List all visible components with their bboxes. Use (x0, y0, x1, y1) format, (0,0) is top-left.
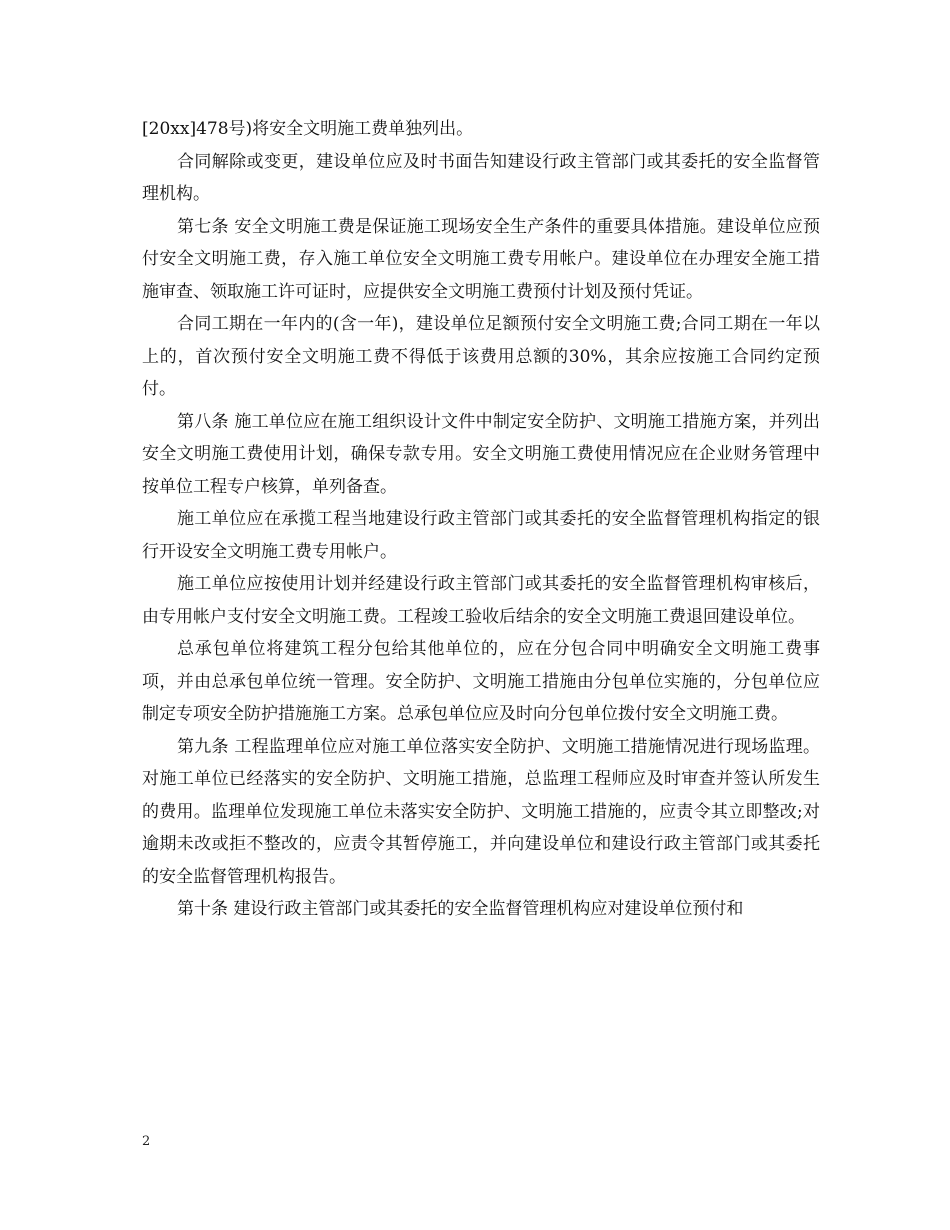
paragraph-4: 合同工期在一年内的(含一年)，建设单位足额预付安全文明施工费;合同工期在一年以上的，首次预付安全文明施工费不得低于该费用总额的30%，其余应按施工合同约定预付。 (142, 314, 820, 399)
document-body (142, 113, 820, 926)
paragraph-6: 施工单位应在承揽工程当地建设行政主管部门或其委托的安全监督管理机构指定的银行开设安全文明施工费专用帐户。 (142, 509, 820, 562)
paragraph-article-8: 第八条 施工单位应在施工组织设计文件中制定安全防护、文明施工措施方案，并列出安全文明施工费使用计划，确保专款专用。安全文明施工费使用情况应在企业财务管理中按单位工程专户核算，单列备查。 (142, 411, 820, 497)
paragraph-8: 总承包单位将建筑工程分包给其他单位的，应在分包合同中明确安全文明施工费事项，并由总承包单位统一管理。安全防护、文明施工措施由分包单位实施的，分包单位应制定专项安全防护措施施工方案。总承包单位应及时向分包单位拨付安全文明施工费。 (142, 639, 820, 724)
paragraph-2: 合同解除或变更，建设单位应及时书面告知建设行政主管部门或其委托的安全监督管理机构。 (142, 151, 820, 204)
paragraph-article-9: 第九条 工程监理单位应对施工单位落实安全防护、文明施工措施情况进行现场监理。对施工单位已经落实的安全防护、文明施工措施，总监理工程师应及时审查并签认所发生的费用。监理单位发现施工单位未落实安全防护、文明施工措施的，应责令其立即整改;对逾期未改或拒不整改的，应责令其暂停施工，并向建设单位和建设行政主管部门或其委托的安全监督管理机构报告。 (142, 736, 820, 887)
page-number: 2 (142, 1134, 151, 1149)
paragraph-article-10: 第十条 建设行政主管部门或其委托的安全监督管理机构应对建设单位预付和 (177, 899, 744, 919)
paragraph-7: 施工单位应按使用计划并经建设行政主管部门或其委托的安全监督管理机构审核后，由专用帐户支付安全文明施工费。工程竣工验收后结余的安全文明施工费退回建设单位。 (142, 574, 820, 627)
paragraph-article-7: 第七条 安全文明施工费是保证施工现场安全生产条件的重要具体措施。建设单位应预付安全文明施工费，存入施工单位安全文明施工费专用帐户。建设单位在办理安全施工措施审查、领取施工许可证时，应提供安全文明施工费预付计划及预付凭证。 (142, 216, 820, 302)
paragraph-1: [20xx]478号)将安全文明施工费单独列出。 (142, 119, 474, 139)
